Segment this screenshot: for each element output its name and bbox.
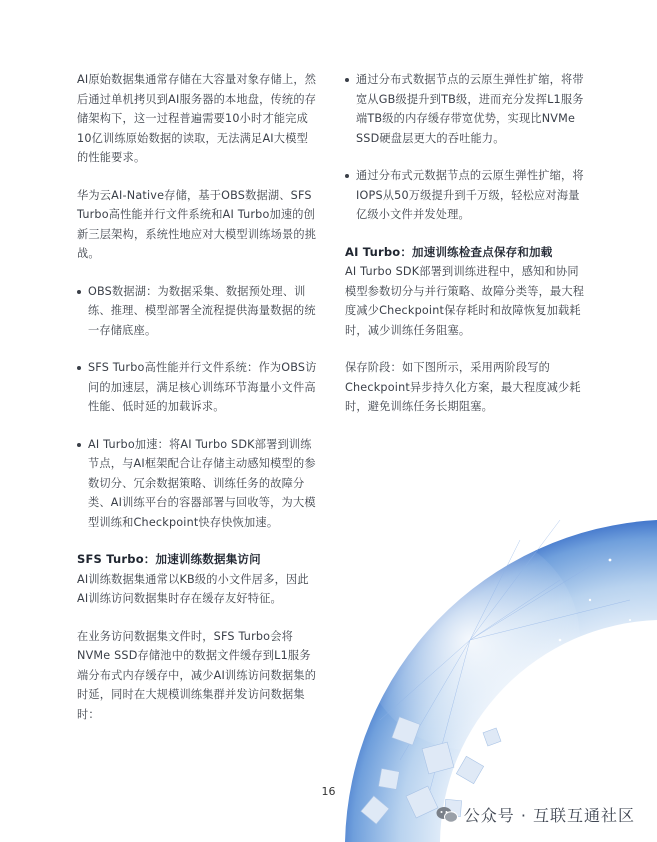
bullet-item: OBS数据湖：为数据采集、数据预处理、训练、推理、模型部署全流程提供海量数据的统一存储底座。 [77,282,317,341]
section-heading: SFS Turbo：加速训练数据集访问 [77,552,261,566]
paragraph: AI Turbo SDK部署到训练进程中，感知和协同模型参数切分与并行策略、故障分类等，最大程度减少Checkpoint保存耗时和故障恢复加载耗时，减少训练任务阻塞。 [345,265,585,337]
wechat-icon [436,806,458,824]
bullet-item: AI Turbo加速：将AI Turbo SDK部署到训练节点，与AI框架配合让存储主动感知模型的参数切分、冗余数据策略、训练任务的故障分类、AI训练平台的容器部署与回收等，为大模型训练和Checkpoint快存快恢加速。 [77,435,317,533]
bullet-item: SFS Turbo高性能并行文件系统：作为OBS访问的加速层，满足核心训练环节海量小文件高性能、低时延的加载诉求。 [77,358,317,417]
bullet-item: 通过分布式数据节点的云原生弹性扩缩，将带宽从GB级提升到TB级，进而充分发挥L1服务端TB级的内存缓存带宽优势，实现比NVMe SSD硬盘层更大的吞吐能力。 [345,70,585,148]
right-column [345,70,585,435]
paragraph: 保存阶段：如下图所示，采用两阶段写的Checkpoint异步持久化方案，最大程度减少耗时，避免训练任务长期阻塞。 [345,361,581,413]
section-heading: AI Turbo：加速训练检查点保存和加载 [345,244,553,259]
bullet-item: 通过分布式元数据节点的云原生弹性扩缩，将IOPS从50万级提升到千万级，轻松应对海量亿级小文件并发处理。 [345,166,585,225]
page-number: 16 [321,785,336,798]
paragraph: AI训练数据集通常以KB级的小文件居多，因此AI训练访问数据集时存在缓存友好特征。 [77,572,309,605]
paragraph: AI原始数据集通常存储在大容量对象存储上，然后通过单机拷贝到AI服务器的本地盘，传统的存储架构下，这一过程普遍需要10小时才能完成10亿训练原始数据的读取，无法满足AI大模型的性能要求。 [77,73,317,164]
left-column [77,70,317,742]
paragraph: 在业务访问数据集文件时，SFS Turbo会将NVMe SSD存储池中的数据文件缓存到L1服务端分布式内存缓存中，减少AI训练访问数据集的时延，同时在大规模训练集群并发访问数据集时： [77,629,317,721]
watermark [436,803,635,826]
paragraph: 华为云AI-Native存储，基于OBS数据湖、SFS Turbo高性能并行文件系统和AI Turbo加速的创新三层架构，系统性地应对大模型训练场景的挑战。 [77,188,317,260]
watermark-text: 公众号 · 互联互通社区 [463,806,635,825]
